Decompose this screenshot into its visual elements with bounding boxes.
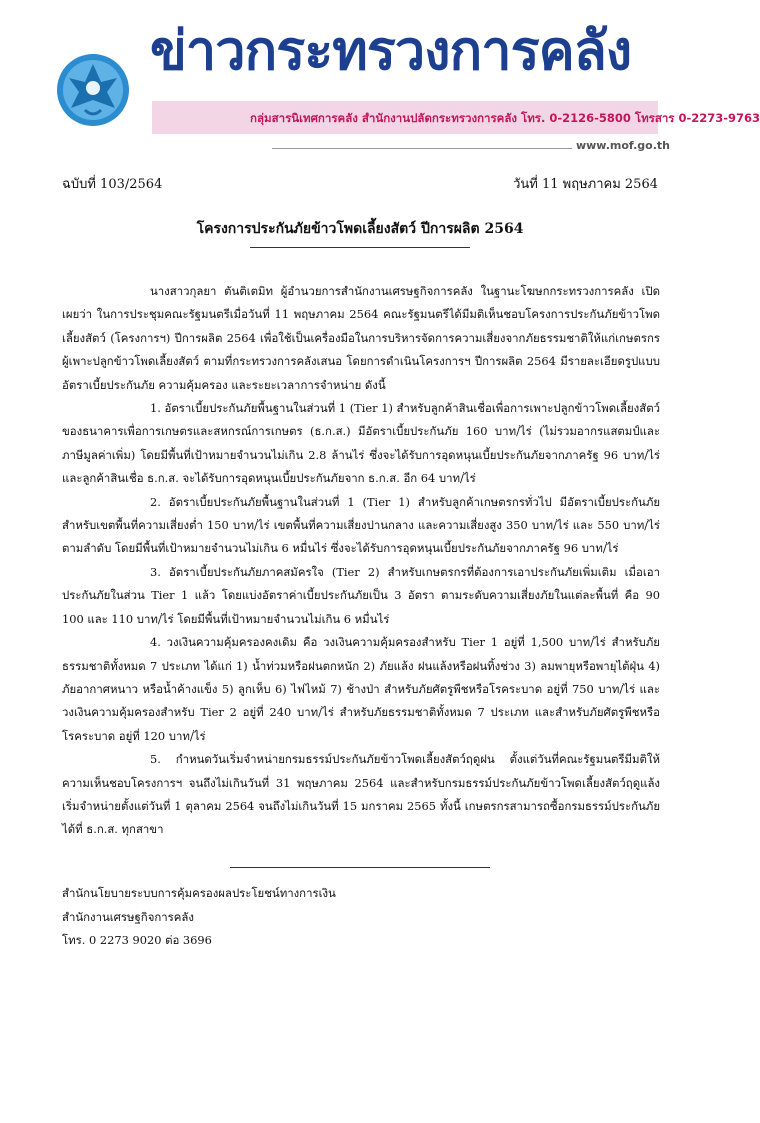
title-divider [250, 247, 470, 248]
body-paragraph-3: 3. อัตราเบี้ยประกันภัยภาคสมัครใจ (Tier 2) สำหรับเกษตรกรที่ต้องการเอาประกันภัยเพิ่มเติม เมื่อเอาประกันภัยในส่วน Tier 1 แล้ว โดยแบ่งอัตราค่าเบี้ยประกันภัยเป็น 3 อัตรา ตามระดับความเสี่ยงภัยในแต่ละพื้นที่ คือ 90 100 และ 110 บาท/ไร่ โดยมีพื้นที่เป้าหมายจำนวนไม่เกิน 6 หมื่นไร่ [62, 564, 660, 626]
document-body [62, 280, 660, 842]
masthead [0, 0, 760, 160]
masthead-divider [272, 148, 572, 149]
masthead-title: ข่าวกระทรวงการคลัง [150, 19, 632, 82]
footer-phone: โทร. 0 2273 9020 ต่อ 3696 [62, 933, 212, 947]
issue-date: วันที่ 11 พฤษภาคม 2564 [513, 177, 658, 192]
masthead-subtitle: กลุ่มสารนิเทศการคลัง สำนักงานปลัดกระทรวงการคลัง โทร. 0-2126-5800 โทรสาร 0-2273-9763 [250, 111, 760, 125]
footer-agency: สำนักงานเศรษฐกิจการคลัง [62, 909, 194, 924]
masthead-website: www.mof.go.th [575, 139, 670, 152]
body-paragraph-4: 4. วงเงินความคุ้มครองคงเดิม คือ วงเงินความคุ้มครองสำหรับ Tier 1 อยู่ที่ 1,500 บาท/ไร่ สำหรับภัยธรรมชาติทั้งหมด 7 ประเภท ได้แก่ 1) น้ำท่วมหรือฝนตกหนัก 2) ภัยแล้ง ฝนแล้งหรือฝนทิ้งช่วง 3) ลมพายุหรือพายุไต้ฝุ่น 4) ภัยอากาศหนาว หรือน้ำค้างแข็ง 5) ลูกเห็บ 6) ไฟไหม้ 7) ช้างป่า สำหรับภัยศัตรูพืชหรือโรคระบาด อยู่ที่ 750 บาท/ไร่ และวงเงินความคุ้มครองสำหรับ Tier 2 อยู่ที่ 240 บาท/ไร่ สำหรับภัยธรรมชาติทั้งหมด 7 ประเภท และสำหรับภัยศัตรูพืชหรือโรคระบาด อยู่ที่ 120 บาท/ไร่ [62, 635, 660, 743]
body-paragraph-intro: นางสาวกุลยา ตันติเตมิท ผู้อำนวยการสำนักงานเศรษฐกิจการคลัง ในฐานะโฆษกกระทรวงการคลัง เปิดเผยว่า ในการประชุมคณะรัฐมนตรีเมื่อวันที่ 11 พฤษภาคม 2564 คณะรัฐมนตรีได้มีมติเห็นชอบโครงการประกันภัยข้าวโพดเลี้ยงสัตว์ (โครงการฯ) ปีการผลิต 2564 เพื่อใช้เป็นเครื่องมือในการบริหารจัดการความเสี่ยงจากภัยธรรมชาติให้แก่เกษตรกรผู้เพาะปลูกข้าวโพดเลี้ยงสัตว์ ตามที่กระทรวงการคลังเสนอ โดยการดำเนินโครงการฯ ปีการผลิต 2564 มีรายละเอียดรูปแบบ อัตราเบี้ยประกันภัย ความคุ้มครอง และระยะเวลาการจำหน่าย ดังนี้ [62, 284, 660, 392]
body-paragraph-5: 5. กำหนดวันเริ่มจำหน่ายกรมธรรม์ประกันภัยข้าวโพดเลี้ยงสัตว์ฤดูฝน ตั้งแต่วันที่คณะรัฐมนตรีมีมติให้ความเห็นชอบโครงการฯ จนถึงไม่เกินวันที่ 31 พฤษภาคม 2564 และสำหรับกรมธรรม์ประกันภัยข้าวโพดเลี้ยงสัตว์ฤดูแล้ง เริ่มจำหน่ายตั้งแต่วันที่ 1 ตุลาคม 2564 จนถึงไม่เกินวันที่ 15 มกราคม 2565 ทั้งนี้ เกษตรกรสามารถซื้อกรมธรรม์ประกันภัยได้ที่ ธ.ก.ส. ทุกสาขา [62, 752, 660, 837]
issue-number: ฉบับที่ 103/2564 [62, 177, 163, 192]
garuda-emblem-icon [55, 52, 131, 128]
document-title: โครงการประกันภัยข้าวโพดเลี้ยงสัตว์ ปีการผลิต 2564 [196, 221, 524, 237]
footer-contact [62, 882, 482, 953]
footer-office: สำนักนโยบายระบบการคุ้มครองผลประโยชน์ทางการเงิน [62, 886, 336, 900]
end-divider [230, 867, 490, 868]
body-paragraph-1: 1. อัตราเบี้ยประกันภัยพื้นฐานในส่วนที่ 1 (Tier 1) สำหรับลูกค้าสินเชื่อเพื่อการเพาะปลูกข้าวโพดเลี้ยงสัตว์ของธนาคารเพื่อการเกษตรและสหกรณ์การเกษตร (ธ.ก.ส.) มีอัตราเบี้ยประกันภัย 160 บาท/ไร่ (ไม่รวมอากรแสตมป์และภาษีมูลค่าเพิ่ม) โดยมีพื้นที่เป้าหมายจำนวนไม่เกิน 2.8 ล้านไร่ ซึ่งจะได้รับการอุดหนุนเบี้ยประกันภัยจากภาครัฐ 96 บาท/ไร่ และลูกค้าสินเชื่อ ธ.ก.ส. จะได้รับการอุดหนุนเบี้ยประกันภัยจาก ธ.ก.ส. อีก 64 บาท/ไร่ [62, 401, 660, 486]
body-paragraph-2: 2. อัตราเบี้ยประกันภัยพื้นฐานในส่วนที่ 1 (Tier 1) สำหรับลูกค้าเกษตรกรทั่วไป มีอัตราเบี้ยประกันภัยสำหรับเขตพื้นที่ความเสี่ยงต่ำ 150 บาท/ไร่ เขตพื้นที่ความเสี่ยงปานกลาง และความเสี่ยงสูง 350 บาท/ไร่ และ 550 บาท/ไร่ ตามลำดับ โดยมีพื้นที่เป้าหมายจำนวนไม่เกิน 6 หมื่นไร่ ซึ่งจะได้รับการอุดหนุนเบี้ยประกันภัยจากภาครัฐ 96 บาท/ไร่ [62, 494, 660, 556]
